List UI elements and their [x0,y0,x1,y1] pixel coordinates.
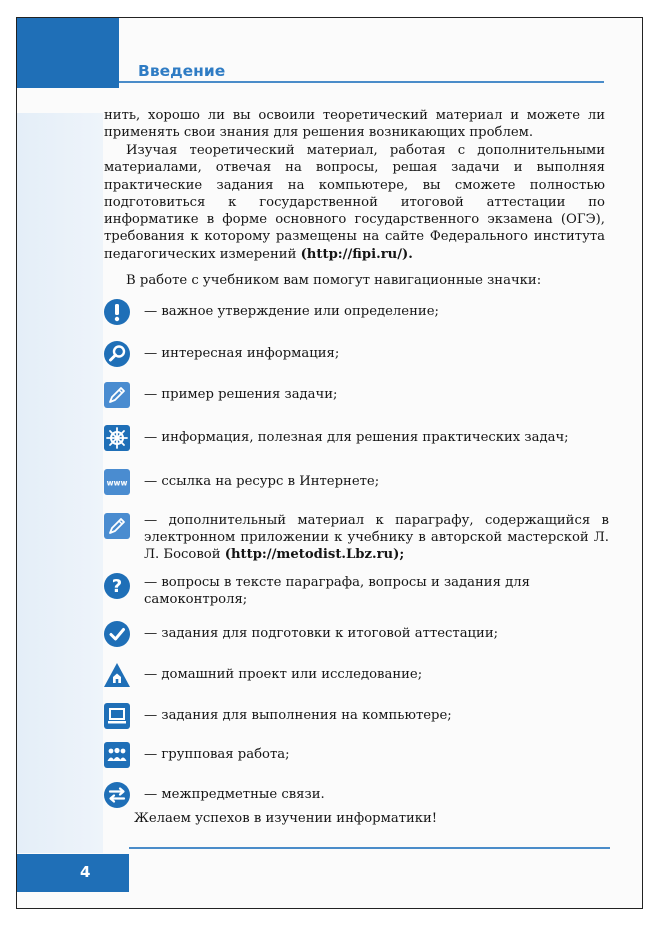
closing-wish: Желаем успехов в изучении информатики! [134,811,438,826]
electronic-pencil-icon [103,512,131,540]
svg-text:?: ? [111,576,123,597]
arrows-exchange-icon [103,781,131,809]
exclamation-icon [103,298,131,326]
paragraph-study: Изучая теоретический материал, работая с дополнительными материалами, отвечая на вопросы, решая задачи и выполняя практические задания на компьютере, вы сможете полностью подготовиться к государственной итоговой аттестации по информатике в форме основного государственного экзамена (ОГЭ), требования к которому размещены на сайте Федерального института педагогических измерений (http://fipi.ru/). [104,143,605,262]
house-icon [103,661,131,689]
header-color-block [17,18,119,88]
pencil-icon [103,381,131,409]
www-icon [103,468,131,496]
computer-icon [103,702,131,730]
page-number: 4 [80,863,91,881]
group-icon [103,741,131,769]
margin-strip [17,113,103,853]
checkmark-icon [103,620,131,648]
svg-text:www: www [106,478,128,488]
footer-rule [129,847,610,849]
paragraph-navigation-intro: В работе с учебником вам помогут навигационные значки: [126,273,542,288]
fipi-link[interactable]: (http://fipi.ru/). [300,246,413,262]
textbook-page: Введение нить, хорошо ли вы освоили теоретический материал и можете ли применять свои знания для решения возникающих проблем. Изучая теоретический материал, работая с дополнительными материалами, отвечая на вопросы, решая задачи и выполняя практические задания на компьютере, вы сможете полностью подготовиться к государственной итоговой аттестации по информатике в форме основного государственного экзамена (ОГЭ), требования к которому размещены на сайте Федерального института педагогических измерений (http://fipi.ru/). В работе с учебником вам помогут навигационные значки: — важное утверждение или определение; — интересная информация; — пример решения задачи; — информация, полезная для решения практических задач; www — ссылка на ресурс в Интернете; — дополнительный материал к параграфу, содержащийся в электронном приложении к учебнику в авторской мастерской Л. Л. Босовой (http://metodist.Lbz.ru); ? — вопросы в тексте параграфа, вопросы и задания для самоконтроля; — задания для подготовки к итоговой аттестации; — домашний проект или исследование; — задания для выполнения на компьютере; — групповая работа; — межпредметные связи. Желаем успехов в изучении информатики! 4 [16,17,643,909]
question-icon [103,572,131,600]
magnifier-icon [103,340,131,368]
header-rule [119,81,604,83]
ship-wheel-icon [103,424,131,452]
footer-color-block [17,854,129,892]
section-title: Введение [138,62,226,80]
paragraph-continuation: нить, хорошо ли вы освоили теоретический материал и можете ли применять свои знания для решения возникающих проблем. [104,108,605,141]
metodist-link[interactable]: (http://metodist.Lbz.ru); [224,547,405,562]
